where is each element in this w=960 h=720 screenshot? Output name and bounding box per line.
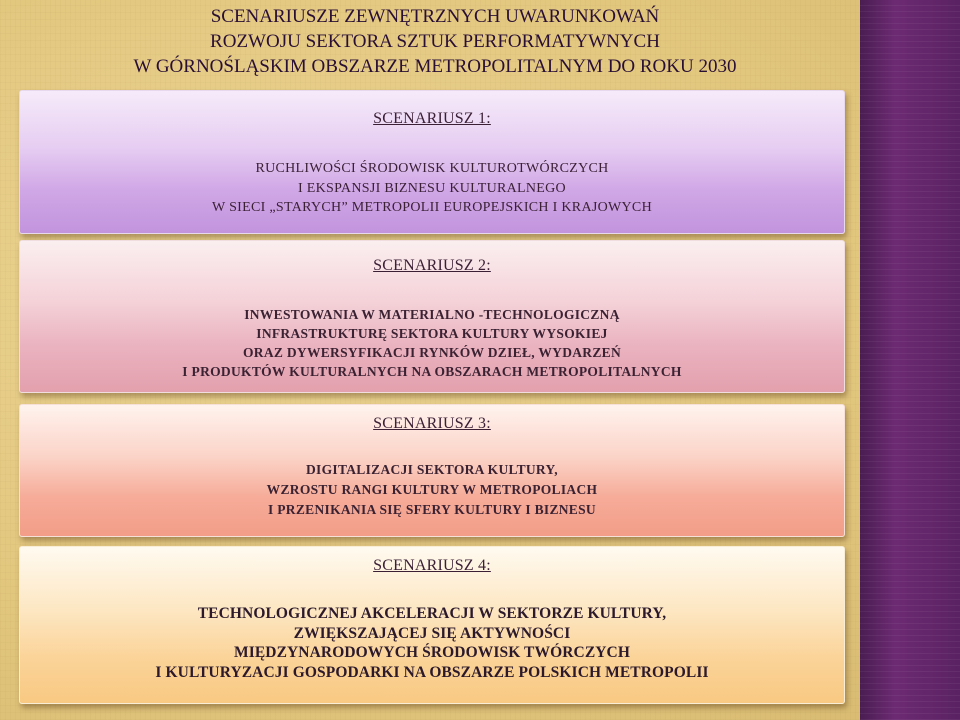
scenario-1-line: RUCHLIWOŚCI ŚRODOWISK KULTUROTWÓRCZYCH (255, 161, 609, 176)
page-title-line: ROZWOJU SEKTORA SZTUK PERFORMATYWNYCH (210, 31, 660, 52)
page-title-line: W GÓRNOŚLĄSKIM OBSZARZE METROPOLITALNYM DO ROKU 2030 (133, 56, 737, 77)
scenario-2-description (20, 305, 844, 381)
scenario-4-box (19, 546, 845, 704)
scenario-3-heading: SCENARIUSZ 3: (373, 415, 491, 432)
scenario-4-description (20, 604, 844, 682)
scenario-4-line: TECHNOLOGICZNEJ AKCELERACJI W SEKTORZE KULTURY, (197, 605, 667, 622)
scenario-3-line: I PRZENIKANIA SIĘ SFERY KULTURY I BIZNESU (268, 502, 596, 517)
scenario-2-box (19, 240, 845, 393)
scenario-2-line: ORAZ DYWERSYFIKACJI RYNKÓW DZIEŁ, WYDARZEŃ (242, 345, 622, 360)
page-title (40, 4, 830, 79)
scenario-2-line: INWESTOWANIA W MATERIALNO -TECHNOLOGICZNĄ (244, 307, 620, 322)
scenario-4-line: MIĘDZYNARODOWYCH ŚRODOWISK TWÓRCZYCH (233, 644, 631, 661)
scenario-3-box (19, 404, 845, 537)
side-bar-texture (860, 0, 960, 720)
scenario-1-line: I EKSPANSJI BIZNESU KULTURALNEGO (298, 180, 566, 196)
scenario-4-line: I KULTURYZACJI GOSPODARKI NA OBSZARZE POLSKICH METROPOLII (155, 663, 709, 681)
scenario-1-heading: SCENARIUSZ 1: (373, 110, 491, 127)
scenario-1-box (19, 90, 845, 234)
scenario-3-description (20, 460, 844, 520)
scenario-2-line: INFRASTRUKTURĘ SEKTORA KULTURY WYSOKIEJ (256, 326, 608, 341)
decorative-side-bar (860, 0, 960, 720)
scenario-2-line: I PRODUKTÓW KULTURALNYCH NA OBSZARACH METROPOLITALNYCH (182, 364, 682, 379)
scenario-3-line: WZROSTU RANGI KULTURY W METROPOLIACH (266, 482, 598, 497)
scenario-1-line: W SIECI „STARYCH” METROPOLII EUROPEJSKICH I KRAJOWYCH (212, 200, 652, 215)
scenario-2-heading: SCENARIUSZ 2: (373, 257, 491, 274)
scenario-4-line: ZWIĘKSZAJĄCEJ SIĘ AKTYWNOŚCI (293, 624, 571, 642)
scenario-4-heading: SCENARIUSZ 4: (373, 557, 491, 574)
scenario-1-description (20, 159, 844, 218)
scenario-3-line: DIGITALIZACJI SEKTORA KULTURY, (306, 462, 558, 477)
page-title-line: SCENARIUSZE ZEWNĘTRZNYCH UWARUNKOWAŃ (210, 6, 660, 27)
